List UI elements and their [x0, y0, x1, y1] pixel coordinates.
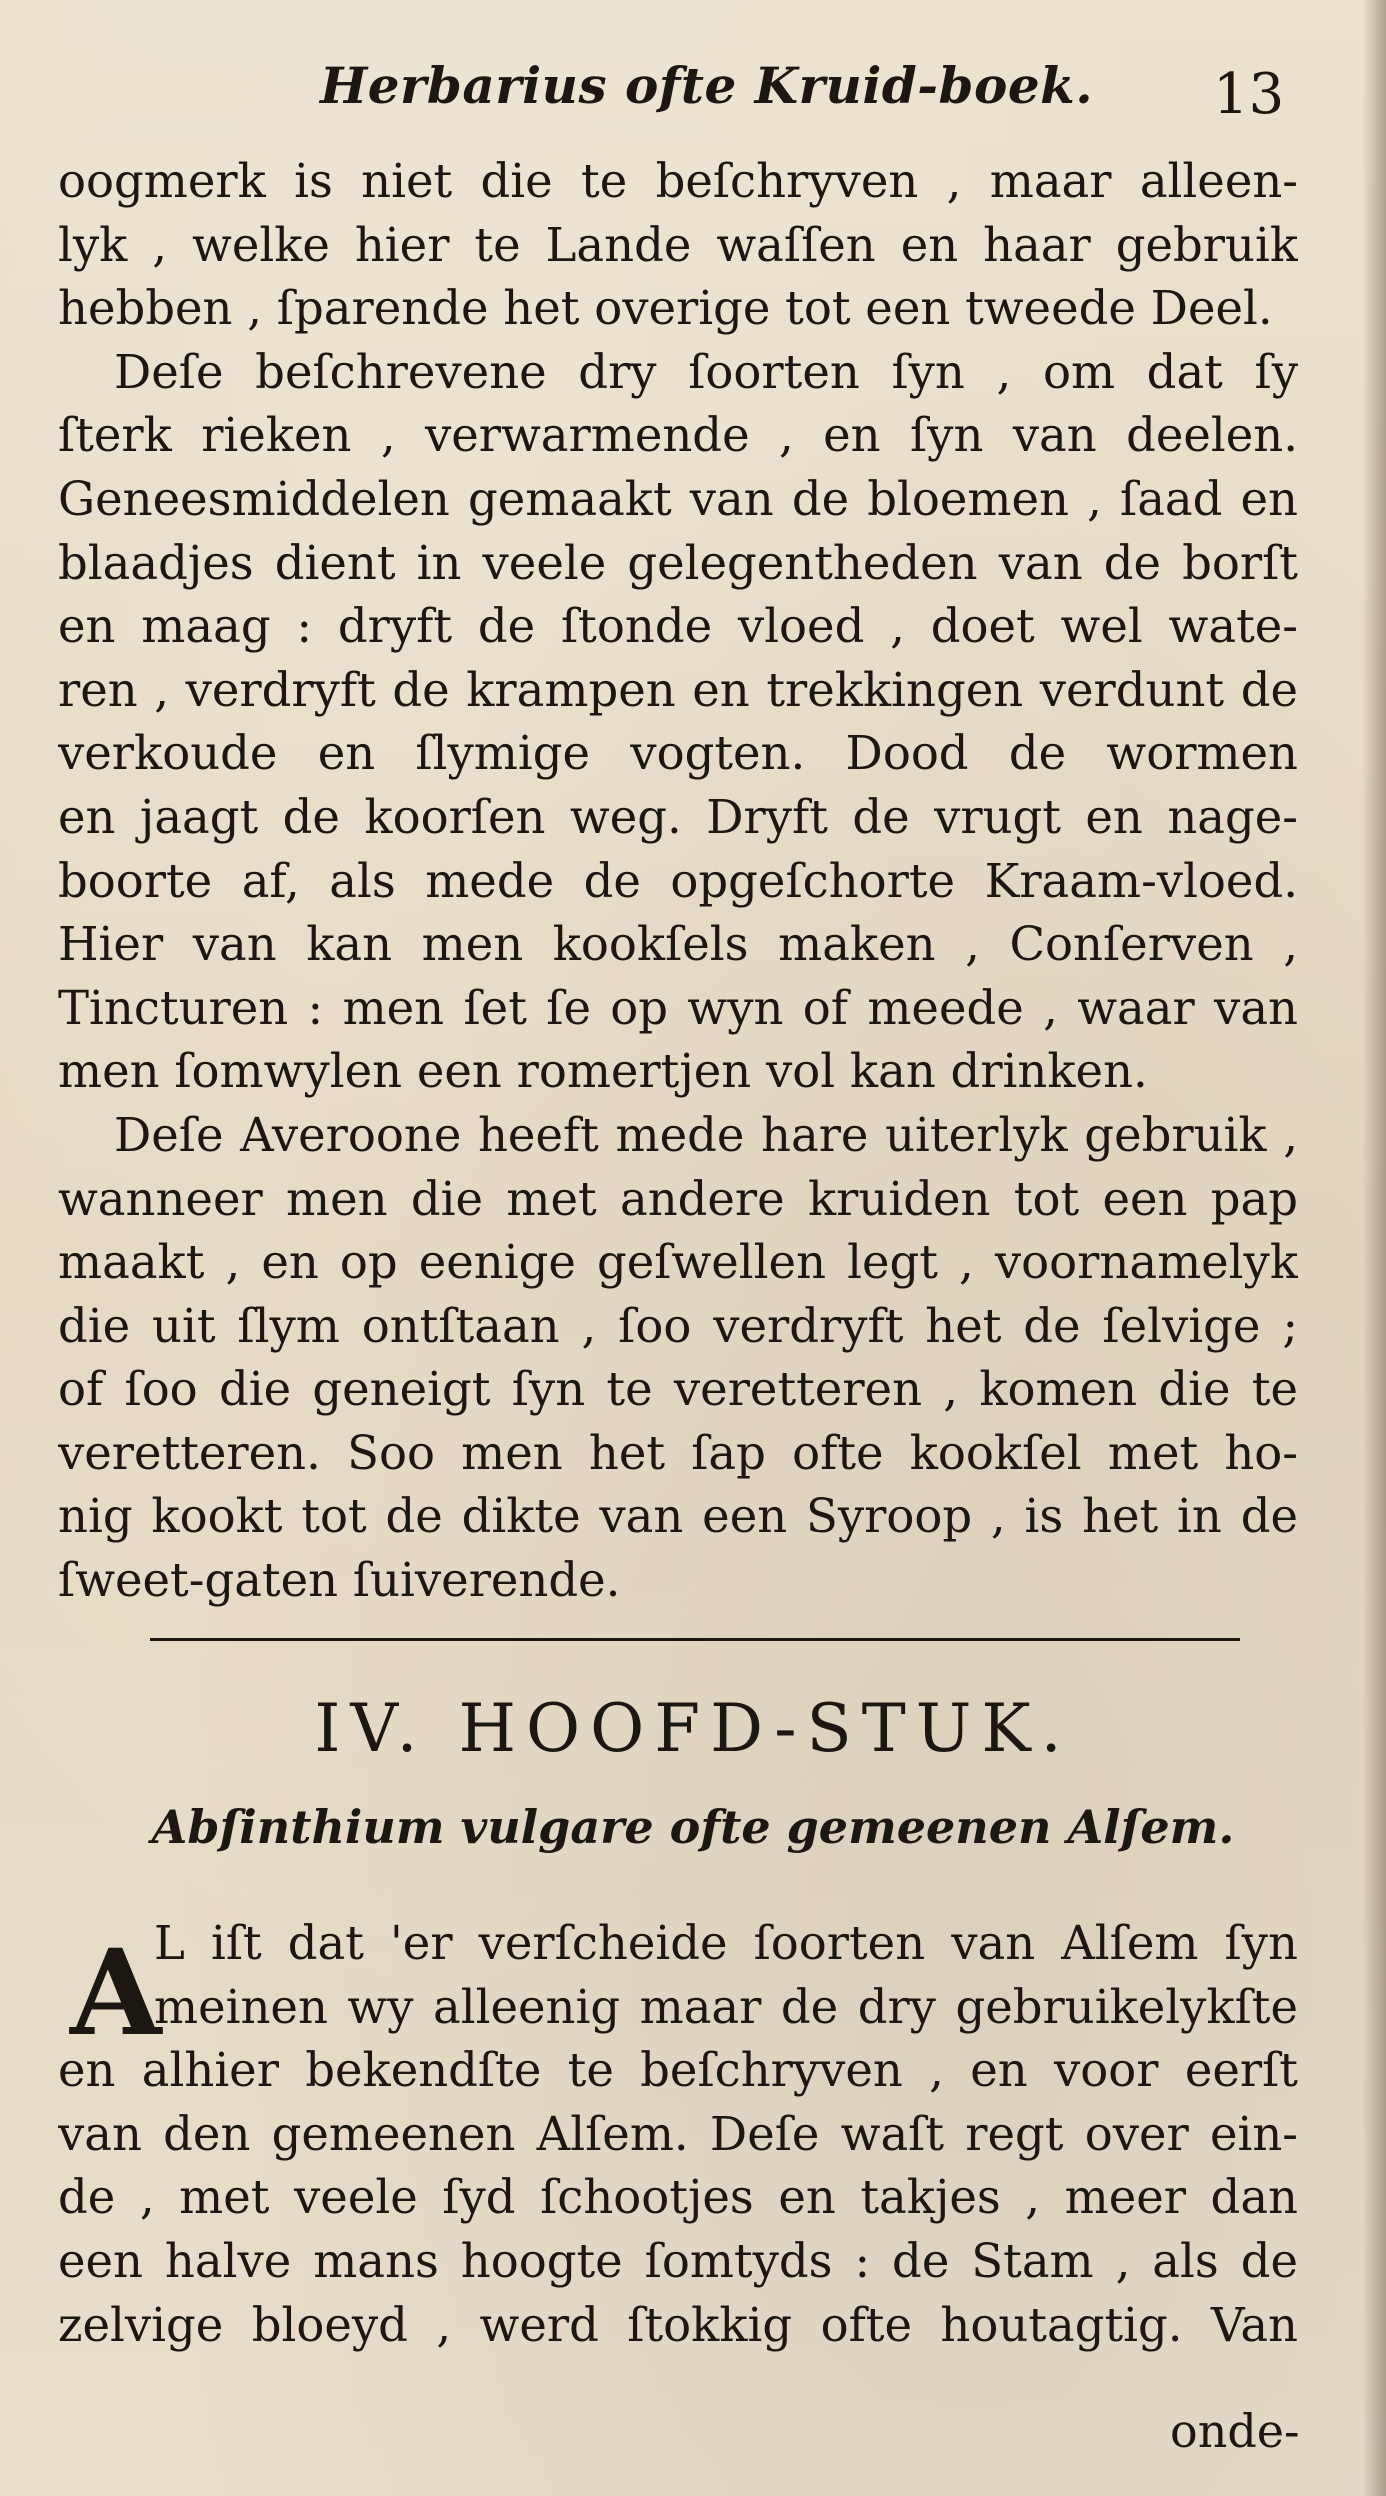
text-line: nig kookt tot de dikte van een Syroop , is het in de — [58, 1489, 1298, 1544]
chapter-title: IV. HOOFD-STUK. — [314, 1690, 1072, 1767]
text-line: of ſoo die geneigt ſyn te veretteren , komen die te — [58, 1362, 1298, 1417]
text-line: Deſe beſchrevene dry ſoorten ſyn , om dat ſy — [114, 344, 1298, 399]
text-line: de , met veele ſyd ſchootjes en takjes , meer dan — [58, 2170, 1298, 2225]
text-line: Hier van kan men kookſels maken , Conſerven , — [58, 917, 1298, 972]
page-edge-shadow — [1362, 0, 1386, 2496]
text-line: verkoude en ſlymige vogten. Dood de wormen — [58, 726, 1298, 781]
running-header — [0, 56, 1386, 126]
body-text — [58, 150, 1298, 1613]
text-line: hebben , ſparende het overige tot een tweede Deel. — [58, 281, 1273, 336]
text-line: meinen wy alleenig maar de dry gebruikelykſte — [154, 1979, 1298, 2034]
page-number: 13 — [1213, 62, 1285, 127]
text-line: oogmerk is niet die te beſchryven , maar alleen- — [58, 154, 1298, 208]
chapter-text — [58, 1912, 1298, 2357]
text-line: blaadjes dient in veele gelegentheden van de borſt — [58, 535, 1298, 590]
paragraph-2 — [58, 341, 1298, 1104]
text-line: ſterk rieken , verwarmende , en ſyn van deelen. — [58, 408, 1298, 463]
paragraph-3 — [58, 1104, 1298, 1613]
catchword: onde- — [1170, 2404, 1300, 2458]
paragraph-1 — [58, 150, 1298, 341]
text-line: een halve mans hoogte ſomtyds : de Stam , als de — [58, 2233, 1298, 2288]
text-line: L iſt dat 'er verſcheide ſoorten van Alſem ſyn — [154, 1916, 1298, 1970]
text-line: boorte af, als mede de opgeſchorte Kraam-vloed. — [58, 853, 1298, 908]
text-line: Geneesmiddelen gemaakt van de bloemen , ſaad en — [58, 471, 1298, 526]
text-line: zelvige bloeyd , werd ſtokkig ofte houtagtig. Van — [58, 2297, 1298, 2352]
section-divider — [150, 1638, 1240, 1641]
text-line: men ſomwylen een romertjen vol kan drinken. — [58, 1044, 1148, 1099]
text-line: Deſe Averoone heeft mede hare uiterlyk gebruik , — [114, 1107, 1298, 1162]
chapter-subtitle: Abſinthium vulgare ofte gemeenen Alſem. — [151, 1800, 1235, 1854]
text-line: Tincturen : men ſet ſe op wyn of meede , waar van — [58, 980, 1298, 1035]
text-line: die uit ſlym ontſtaan , ſoo verdryft het de ſelvige ; — [58, 1298, 1298, 1353]
text-line: en alhier bekendſte te beſchryven , en voor eerſt — [58, 2043, 1298, 2098]
text-line: veretteren. Soo men het ſap ofte kookſel met ho- — [58, 1425, 1298, 1480]
drop-cap: A — [70, 1923, 162, 2062]
text-line: ſweet-gaten ſuiverende. — [58, 1553, 621, 1608]
text-line: maakt , en op eenige geſwellen legt , voornamelyk — [58, 1235, 1298, 1290]
running-title: Herbarius ofte Kruid-boek. — [320, 56, 1094, 115]
text-line: lyk , welke hier te Lande waſſen en haar gebruik — [58, 217, 1298, 272]
text-line: en maag : dryft de ſtonde vloed , doet wel wate- — [58, 599, 1298, 654]
text-line: en jaagt de koorſen weg. Dryft de vrugt en nage- — [58, 789, 1298, 844]
text-line: ren , verdryft de krampen en trekkingen verdunt de — [58, 662, 1298, 717]
text-line: wanneer men die met andere kruiden tot een pap — [58, 1171, 1298, 1226]
text-line: van den gemeenen Alſem. Deſe waſt regt over ein- — [58, 2106, 1298, 2161]
